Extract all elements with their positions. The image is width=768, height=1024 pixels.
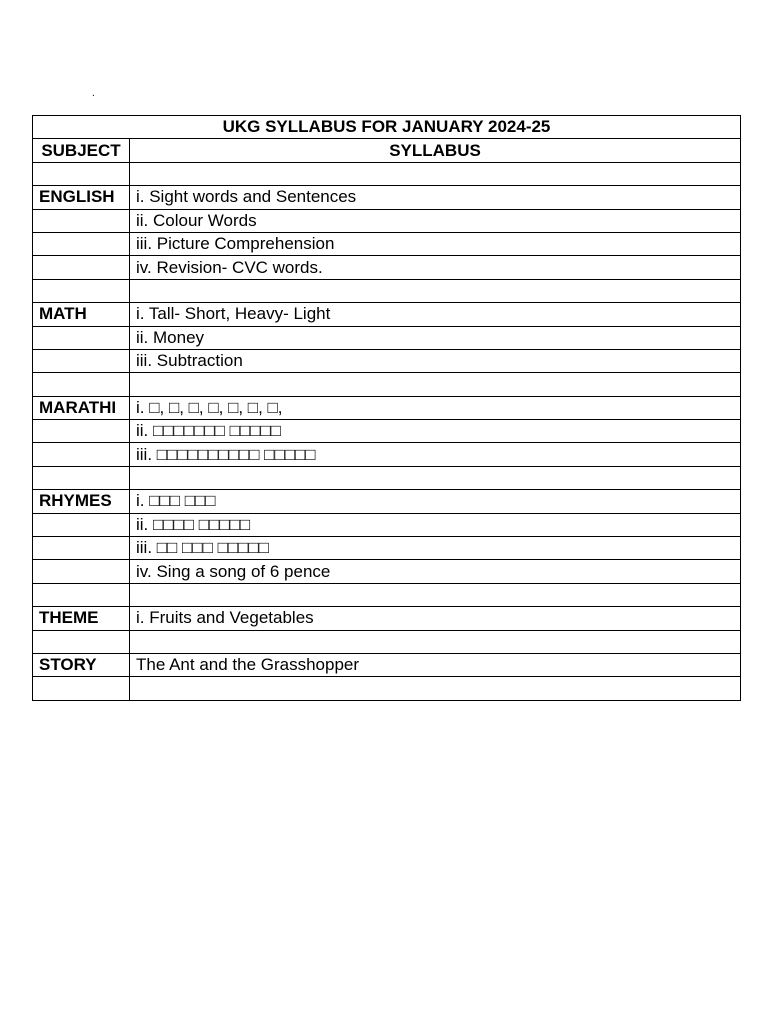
table-row <box>33 490 741 513</box>
table-row <box>33 186 741 209</box>
syllabus-item-cell: i. Fruits and Vegetables <box>130 607 741 630</box>
table-row <box>33 537 741 560</box>
table-row <box>33 256 741 279</box>
syllabus-item-cell: ii. Money <box>130 326 741 349</box>
table-row <box>33 232 741 255</box>
syllabus-item-cell: The Ant and the Grasshopper <box>130 653 741 676</box>
subject-cell <box>33 677 130 700</box>
subject-cell <box>33 256 130 279</box>
syllabus-item-cell: i. Tall- Short, Heavy- Light <box>130 303 741 326</box>
table-row <box>33 349 741 372</box>
subject-cell <box>33 583 130 606</box>
table-row <box>33 443 741 466</box>
subject-cell <box>33 443 130 466</box>
syllabus-item-cell: iii. □□□□□□□□□□ □□□□□ <box>130 443 741 466</box>
subject-cell: ENGLISH <box>33 186 130 209</box>
syllabus-item-cell: i. □□□ □□□ <box>130 490 741 513</box>
syllabus-item-cell <box>130 466 741 489</box>
subject-cell <box>33 349 130 372</box>
table-row <box>33 162 741 185</box>
table-row <box>33 326 741 349</box>
subject-cell <box>33 560 130 583</box>
syllabus-item-cell: ii. Colour Words <box>130 209 741 232</box>
syllabus-item-cell <box>130 677 741 700</box>
syllabus-item-cell: iv. Sing a song of 6 pence <box>130 560 741 583</box>
header-row <box>33 139 741 162</box>
title-row <box>33 116 741 139</box>
subject-cell <box>33 466 130 489</box>
document-title: UKG SYLLABUS FOR JANUARY 2024-25 <box>33 116 741 139</box>
table-row <box>33 396 741 419</box>
syllabus-item-cell: iv. Revision- CVC words. <box>130 256 741 279</box>
syllabus-item-cell: iii. Subtraction <box>130 349 741 372</box>
subject-cell <box>33 630 130 653</box>
table-row <box>33 513 741 536</box>
syllabus-item-cell: ii. □□□□ □□□□□ <box>130 513 741 536</box>
subject-cell <box>33 209 130 232</box>
table-row <box>33 607 741 630</box>
subject-cell <box>33 232 130 255</box>
syllabus-item-cell <box>130 162 741 185</box>
subject-cell <box>33 279 130 302</box>
syllabus-item-cell: ii. □□□□□□□ □□□□□ <box>130 420 741 443</box>
syllabus-table <box>32 115 741 701</box>
subject-cell: RHYMES <box>33 490 130 513</box>
table-row <box>33 420 741 443</box>
syllabus-item-cell <box>130 279 741 302</box>
table-row <box>33 677 741 700</box>
subject-cell: STORY <box>33 653 130 676</box>
table-row <box>33 373 741 396</box>
table-row <box>33 303 741 326</box>
syllabus-item-cell <box>130 630 741 653</box>
table-row <box>33 209 741 232</box>
subject-cell <box>33 162 130 185</box>
subject-cell <box>33 373 130 396</box>
syllabus-item-cell <box>130 373 741 396</box>
subject-cell: THEME <box>33 607 130 630</box>
subject-cell <box>33 420 130 443</box>
syllabus-item-cell: iii. Picture Comprehension <box>130 232 741 255</box>
table-row <box>33 560 741 583</box>
table-row <box>33 630 741 653</box>
table-row <box>33 653 741 676</box>
subject-cell <box>33 537 130 560</box>
syllabus-item-cell: i. □, □, □, □, □, □, □, <box>130 396 741 419</box>
syllabus-column-header: SYLLABUS <box>130 139 741 162</box>
syllabus-item-cell: i. Sight words and Sentences <box>130 186 741 209</box>
subject-cell <box>33 326 130 349</box>
subject-cell: MATH <box>33 303 130 326</box>
table-row <box>33 466 741 489</box>
subject-cell <box>33 513 130 536</box>
syllabus-item-cell <box>130 583 741 606</box>
subject-cell: MARATHI <box>33 396 130 419</box>
table-row <box>33 583 741 606</box>
table-row <box>33 279 741 302</box>
syllabus-item-cell: iii. □□ □□□ □□□□□ <box>130 537 741 560</box>
subject-column-header: SUBJECT <box>33 139 130 162</box>
stray-dot: . <box>92 88 95 99</box>
